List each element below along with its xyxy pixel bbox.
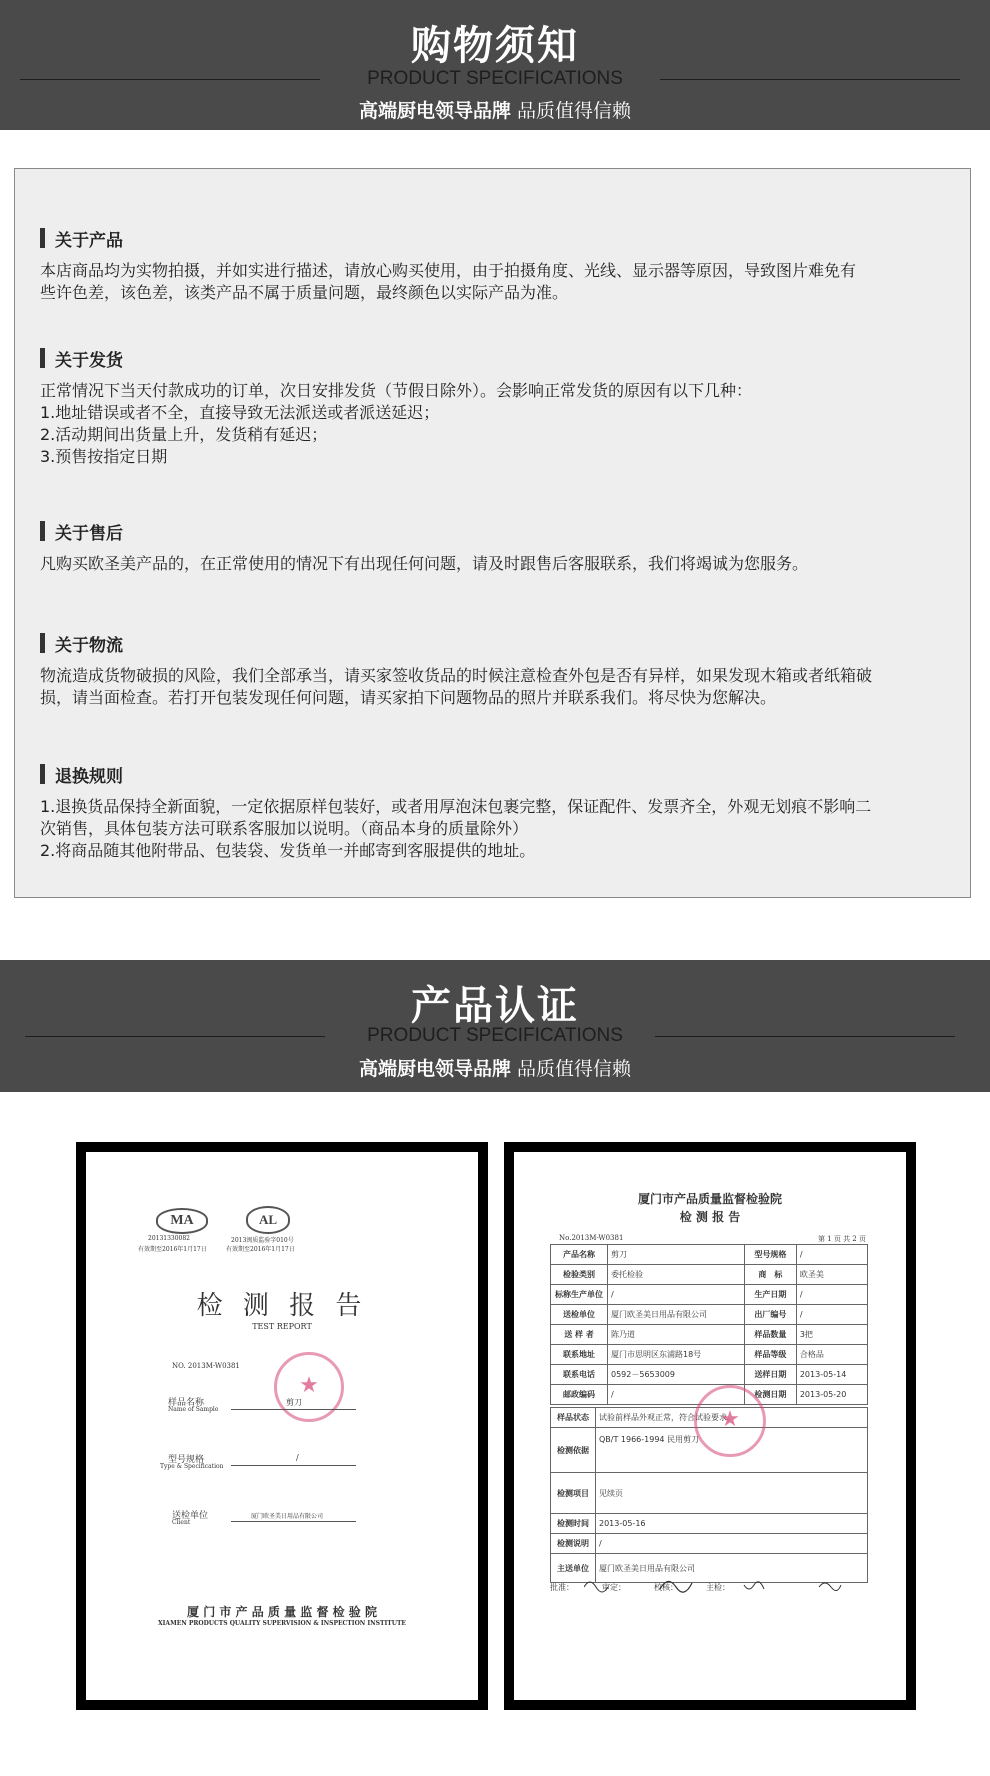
type-value: /	[296, 1453, 299, 1462]
client-label: 送检单位	[172, 1511, 209, 1521]
time-value: 2013-05-16	[596, 1514, 868, 1534]
table-key-cell: 标称生产单位	[551, 1285, 608, 1305]
table-key-cell: 样品数量	[744, 1325, 796, 1345]
section-heading: 退换规则	[55, 766, 123, 787]
section-aftersale	[40, 519, 950, 575]
cal-valid: 有效期至2016年1月17日	[226, 1246, 295, 1253]
cal-logo: AL	[246, 1206, 290, 1234]
banner-slogan	[0, 1054, 990, 1081]
table-value-cell: /	[796, 1305, 867, 1325]
inspection-stamp	[694, 1385, 766, 1457]
signature-scribbles	[584, 1575, 884, 1595]
note-label: 检测说明	[551, 1534, 596, 1554]
table-key-cell: 出厂编号	[744, 1305, 796, 1325]
cal-code: 2013闽质监验字010号	[231, 1237, 294, 1244]
cma-logo: MA	[156, 1208, 208, 1234]
table-value-cell: 欧圣美	[796, 1265, 867, 1285]
table-key-cell: 型号规格	[744, 1245, 796, 1265]
table-row	[551, 1345, 868, 1365]
section-line: 1.地址错误或者不全，直接导致无法派送或者派送延迟；	[40, 403, 440, 422]
table-key-cell: 联系地址	[551, 1345, 608, 1365]
type-label: 型号规格	[168, 1455, 205, 1465]
table-value-cell: 厦门市思明区东浦路18号	[608, 1345, 745, 1365]
table-value-cell: /	[796, 1245, 867, 1265]
table-value-cell: 合格品	[796, 1345, 867, 1365]
heading-bar	[40, 521, 45, 541]
basis-value: QB/T 1966-1994 民用剪刀	[596, 1428, 868, 1473]
section-line: 损，请当面检查。若打开包装发现任何问题，请买家拍下问题物品的照片并联系我们。将尽快为您解决。	[40, 688, 777, 707]
page-count: 第 1 页 共 2 页	[817, 1235, 866, 1243]
section-product	[40, 226, 950, 304]
section-line: 些许色差，该色差，该类产品不属于质量问题，最终颜色以实际产品为准。	[40, 283, 569, 302]
section-line: 1.退换货品保持全新面貌，一定依据原样包装好，或者用厚泡沫包裹完整，保证配件、发票齐全，外观无划痕不影响二	[40, 797, 872, 816]
banner-title: 购物须知	[411, 22, 579, 69]
report-title-en: TEST REPORT	[252, 1322, 312, 1331]
table-key-cell: 检测日期	[744, 1385, 796, 1405]
table-row	[551, 1265, 868, 1285]
send-value: 厦门欧圣美日用品有限公司	[596, 1554, 868, 1583]
notice-panel	[14, 168, 971, 898]
slogan-text: 品质值得信赖	[517, 1058, 632, 1080]
table-key-cell: 产品名称	[551, 1245, 608, 1265]
time-label: 检测时间	[551, 1514, 596, 1534]
table-row	[551, 1365, 868, 1385]
shopping-notice-banner	[0, 0, 990, 130]
section-shipping	[40, 346, 950, 468]
section-heading: 关于售后	[55, 523, 123, 544]
section-line: 本店商品均为实物拍摄，并如实进行描述，请放心购买使用，由于拍摄角度、光线、显示器等原因，导致图片难免有	[40, 261, 857, 280]
table-value-cell: 0592－5653009	[608, 1365, 745, 1385]
signature-icon	[584, 1575, 884, 1595]
table-key-cell: 联系电话	[551, 1365, 608, 1385]
table-row	[551, 1285, 868, 1305]
certificate-cover	[76, 1142, 488, 1710]
section-line: 2.活动期间出货量上升，发货稍有延迟；	[40, 425, 328, 444]
certificate-paper	[514, 1152, 906, 1700]
table-value-cell: 2013-05-20	[796, 1385, 867, 1405]
table-row	[551, 1325, 868, 1345]
sample-underline	[231, 1409, 356, 1410]
client-value: 厦门欧圣美日用品有限公司	[251, 1513, 324, 1520]
cma-code: 20131330082	[148, 1235, 190, 1242]
note-value: /	[596, 1534, 868, 1554]
cma-valid: 有效期至2016年1月17日	[138, 1246, 207, 1253]
section-line: 3.预售按指定日期	[40, 447, 168, 466]
table-value-cell: 厦门欧圣美日用品有限公司	[608, 1305, 745, 1325]
certification-banner	[0, 960, 990, 1092]
table-value-cell: 陈乃道	[608, 1325, 745, 1345]
table-value-cell: /	[608, 1385, 745, 1405]
section-line: 2.将商品随其他附带品、包装袋、发货单一并邮寄到客服提供的地址。	[40, 841, 536, 860]
sample-value: 剪刀	[286, 1398, 302, 1407]
table-key-cell: 样品等级	[744, 1345, 796, 1365]
basis-label: 检测依据	[551, 1428, 596, 1473]
certificate-detail	[504, 1142, 916, 1710]
institute-header: 厦门市产品质量监督检验院	[637, 1192, 782, 1206]
slogan-bold: 高端厨电领导品牌	[358, 1058, 511, 1080]
star-icon: ★	[720, 1407, 740, 1432]
table-value-cell: 2013-05-14	[796, 1365, 867, 1385]
section-heading: 关于产品	[55, 230, 123, 251]
report-table	[550, 1244, 868, 1405]
heading-bar	[40, 228, 45, 248]
sample-label-en: Name of Sample	[168, 1406, 219, 1413]
inspection-stamp	[274, 1352, 344, 1422]
section-line: 次销售，具体包装方法可联系客服加以说明。（商品本身的质量除外）	[40, 819, 529, 838]
table-key-cell: 送 样 者	[551, 1325, 608, 1345]
table-value-cell: 委托检验	[608, 1265, 745, 1285]
type-label-en: Type & Specification	[160, 1463, 224, 1470]
signature-row: 批准： 审定： 校核： 主检：	[550, 1583, 730, 1592]
table-row	[551, 1245, 868, 1265]
table-key-cell: 邮政编码	[551, 1385, 608, 1405]
items-label: 检测项目	[551, 1473, 596, 1514]
items-value: 见续页	[596, 1473, 868, 1514]
section-heading: 关于发货	[55, 350, 123, 371]
report-title: 检 测 报 告	[679, 1210, 741, 1224]
section-returns	[40, 762, 950, 862]
banner-subtitle: PRODUCT SPECIFICATIONS	[367, 68, 623, 89]
heading-bar	[40, 633, 45, 653]
table-key-cell: 送检单位	[551, 1305, 608, 1325]
table-key-cell: 商 标	[744, 1265, 796, 1285]
sample-label: 样品名称	[168, 1398, 205, 1408]
institute-name: 厦 门 市 产 品 质 量 监 督 检 验 院	[187, 1605, 377, 1619]
certificate-paper	[86, 1152, 478, 1700]
table-value-cell: 剪刀	[608, 1245, 745, 1265]
client-underline	[231, 1521, 356, 1522]
slogan-text: 品质值得信赖	[517, 100, 632, 122]
banner-slogan	[0, 96, 990, 123]
type-underline	[231, 1465, 356, 1466]
section-logistics	[40, 631, 950, 709]
report-number: NO. 2013M-W0381	[172, 1362, 240, 1370]
heading-bar	[40, 348, 45, 368]
table-key-cell: 检验类别	[551, 1265, 608, 1285]
section-line: 凡购买欧圣美产品的，在正常使用的情况下有出现任何问题，请及时跟售后客服联系，我们将竭诚为您服务。	[40, 554, 809, 573]
section-line: 物流造成货物破损的风险，我们全部承当，请买家签收货品的时候注意检查外包是否有异样，如果发现木箱或者纸箱破	[40, 666, 873, 685]
table-value-cell: 3把	[796, 1325, 867, 1345]
table-key-cell: 送样日期	[744, 1365, 796, 1385]
institute-name-en: XIAMEN PRODUCTS QUALITY SUPERVISION & INSPECTION INSTITUTE	[157, 1620, 407, 1627]
report-number: No.2013M-W0381	[559, 1234, 624, 1242]
slogan-bold: 高端厨电领导品牌	[358, 100, 511, 122]
table-key-cell: 生产日期	[744, 1285, 796, 1305]
star-icon: ★	[299, 1373, 319, 1398]
table-value-cell: /	[796, 1285, 867, 1305]
table-row	[551, 1305, 868, 1325]
sample-state-label: 样品状态	[551, 1408, 596, 1428]
section-heading: 关于物流	[55, 635, 123, 656]
report-title: 检 测 报 告	[196, 1291, 368, 1321]
send-label: 主送单位	[551, 1554, 596, 1583]
banner-subtitle: PRODUCT SPECIFICATIONS	[367, 1025, 623, 1046]
section-line: 正常情况下当天付款成功的订单，次日安排发货（节假日除外）。会影响正常发货的原因有以下几种：	[40, 381, 753, 400]
banner-title: 产品认证	[411, 982, 579, 1029]
table-value-cell: /	[608, 1285, 745, 1305]
heading-bar	[40, 764, 45, 784]
sample-state-value: 试验前样品外观正常，符合试验要求。	[596, 1408, 868, 1428]
client-label-en: Client	[172, 1519, 191, 1526]
